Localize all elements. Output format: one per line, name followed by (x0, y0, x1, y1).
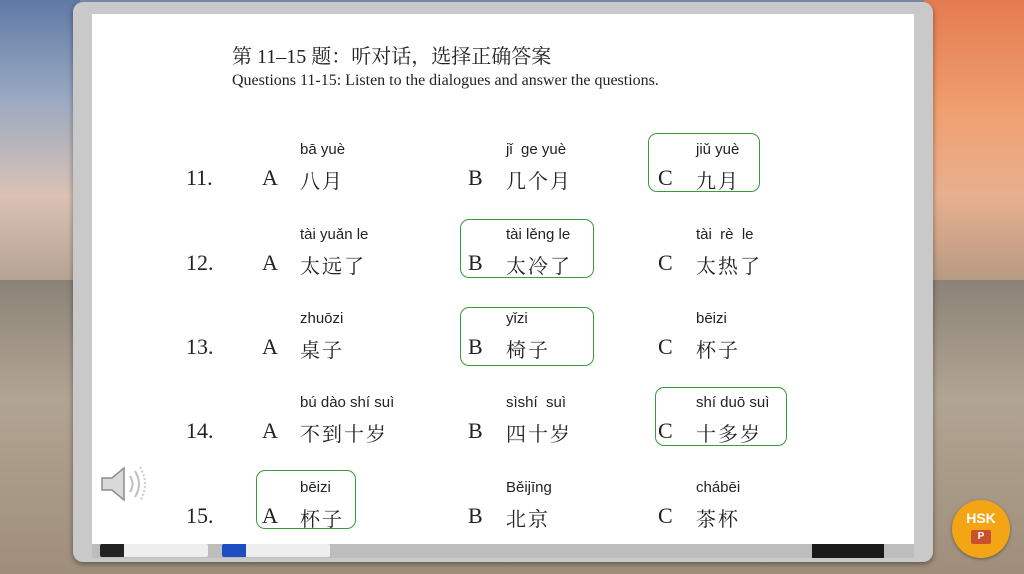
option-hanzi[interactable]: 九月 (696, 169, 740, 193)
hsk-badge[interactable] (952, 500, 1010, 558)
option-hanzi[interactable]: 不到十岁 (300, 422, 388, 446)
question-number: 13. (186, 334, 214, 359)
option-hanzi[interactable]: 四十岁 (506, 422, 572, 446)
marker-tray (92, 544, 914, 558)
option-letter[interactable]: B (468, 334, 483, 359)
option-pinyin: tài lěng le (506, 226, 571, 243)
option-pinyin: shí duō suì (696, 394, 770, 411)
question-number: 12. (186, 250, 214, 275)
option-pinyin: jǐ ge yuè (506, 141, 567, 158)
background-left-sky (0, 0, 80, 280)
option-letter[interactable]: C (658, 250, 673, 275)
option-pinyin: Běijīng (506, 479, 552, 496)
black-marker (100, 544, 208, 557)
question-number: 11. (186, 165, 213, 190)
eraser (812, 544, 884, 558)
whiteboard (92, 14, 914, 544)
question-number: 14. (186, 418, 214, 443)
blue-marker (222, 544, 330, 557)
option-hanzi[interactable]: 八月 (300, 169, 344, 193)
option-hanzi[interactable]: 杯子 (300, 507, 344, 531)
question-number: 15. (186, 503, 214, 528)
option-pinyin: zhuōzi (300, 310, 344, 327)
option-hanzi[interactable]: 太冷了 (506, 254, 572, 278)
option-letter[interactable]: A (262, 418, 278, 443)
option-hanzi[interactable]: 桌子 (300, 338, 344, 362)
option-pinyin: jiǔ yuè (696, 141, 740, 158)
option-hanzi[interactable]: 北京 (506, 507, 550, 531)
option-hanzi[interactable]: 太远了 (300, 254, 366, 278)
title-chinese: 第 11–15 题：听对话，选择正确答案 (232, 46, 552, 68)
option-letter[interactable]: B (468, 250, 483, 275)
option-letter[interactable]: B (468, 503, 483, 528)
background-right-sky (924, 0, 1024, 280)
option-pinyin: chábēi (696, 479, 741, 496)
option-hanzi[interactable]: 十多岁 (696, 422, 762, 446)
hsk-badge-label: HSK (966, 510, 996, 526)
option-letter[interactable]: B (468, 418, 483, 443)
speaker-icon[interactable] (98, 462, 148, 506)
option-pinyin: sìshí suì (506, 394, 567, 411)
option-letter[interactable]: B (468, 165, 483, 190)
option-pinyin: bā yuè (300, 141, 346, 158)
option-letter[interactable]: C (658, 503, 673, 528)
option-letter[interactable]: A (262, 334, 278, 359)
option-letter[interactable]: C (658, 418, 673, 443)
option-hanzi[interactable]: 太热了 (696, 254, 762, 278)
powerpoint-icon: P (971, 530, 991, 544)
option-hanzi[interactable]: 几个月 (506, 169, 572, 193)
option-letter[interactable]: A (262, 250, 278, 275)
option-hanzi[interactable]: 杯子 (696, 338, 740, 362)
option-hanzi[interactable]: 茶杯 (696, 507, 740, 531)
option-pinyin: yǐzi (506, 310, 528, 327)
option-letter[interactable]: A (262, 503, 278, 528)
option-pinyin: bēizi (300, 479, 331, 496)
option-pinyin: tài rè le (696, 226, 754, 243)
option-pinyin: bú dào shí suì (300, 394, 395, 411)
option-pinyin: bēizi (696, 310, 727, 327)
option-letter[interactable]: C (658, 165, 673, 190)
option-letter[interactable]: C (658, 334, 673, 359)
option-letter[interactable]: A (262, 165, 278, 190)
title-english: Questions 11-15: Listen to the dialogues and answer the questions. (232, 72, 659, 89)
option-pinyin: tài yuǎn le (300, 226, 369, 243)
option-hanzi[interactable]: 椅子 (506, 338, 550, 362)
